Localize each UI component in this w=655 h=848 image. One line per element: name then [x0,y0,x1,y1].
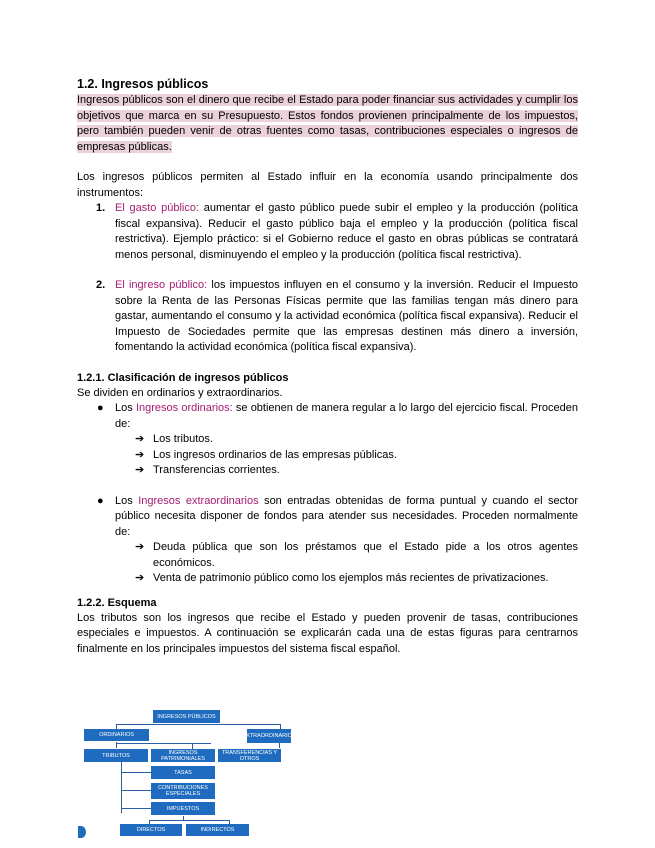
ordinary-sources-list [77,432,578,479]
revenue-scheme-diagram [79,703,295,843]
classification-list [77,401,578,432]
instrument-item [77,201,578,263]
item-number: 1. [96,202,106,214]
arrow-right-icon: ➔ [135,448,145,461]
sub-item-text: Los ingresos ordinarios de las empresas públicas. [153,448,397,461]
diagram-node-extraordinarios: EXTRAORDINARIOS [247,729,291,743]
diagram-node-tributos: TRIBUTOS [84,749,148,762]
instruments-intro: Los ingresos públicos permiten al Estado influir en la economía usando principalmente dos instrumentos: [77,171,578,199]
section-title: 1.2. Ingresos públicos [77,77,209,91]
instrument-term: El ingreso público: [115,279,208,291]
sub-list-item [77,571,578,587]
document-content [77,77,578,657]
sub-item-text: Deuda pública que son los préstamos que el Estado pide a los otros agentes económicos. [153,541,578,569]
arrow-right-icon: ➔ [135,464,145,476]
classification-item [77,494,578,541]
classification-title: 1.2.1. Clasificación de ingresos públicos [77,371,289,384]
sub-item-text: Transferencias corrientes. [153,464,280,476]
diagram-node-transferencias: TRANSFERENCIAS Y OTROS [218,749,281,762]
intro-paragraph [77,93,578,155]
bullet-icon: ● [97,402,104,414]
scheme-title: 1.2.2. Esquema [77,596,157,609]
instrument-item [77,278,578,356]
diagram-node-ordinarios: ORDINARIOS [84,729,149,741]
instruments-list [77,201,578,356]
classification-item [77,401,578,432]
classification-intro: Se dividen en ordinarios y extraordinarios. [77,386,283,399]
item-prefix: Los [115,402,136,414]
diagram-node-tasas: TASAS [151,766,215,779]
sub-list-item [77,540,578,571]
bullet-icon: ● [97,494,104,507]
sub-item-text: Venta de patrimonio público como los ejemplos más recientes de privatizaciones. [153,572,549,584]
classification-term: Ingresos extraordinarios [138,494,259,507]
instrument-term: El gasto público: [115,202,200,214]
sub-list-item [77,432,578,448]
diagram-node-root: INGRESOS PÚBLICOS [153,710,220,723]
scheme-paragraph: Los tributos son los ingresos que recibe el Estado y pueden provenir de tasas, contribuciones especiales e impuestos. A continuación se explicarán cada una de estas figuras para centrarnos finalmente en los principales impuestos del sistema fiscal español. [77,611,578,655]
arrow-right-icon: ➔ [135,541,145,553]
extraordinary-sources-list [77,540,578,587]
item-prefix: Los [115,494,139,507]
diagram-node-patrimoniales: INGRESOS PATRIMONIALES [151,749,215,762]
classification-term: Ingresos ordinarios: [135,402,233,414]
instrument-text: aumentar el gasto público puede subir el empleo y la producción (política fiscal expansiva). Reducir el gasto público baja el empleo y la producción (política fiscal restrictiva). Ejemplo práctico: si el Gobierno reduce el gasto en obras públicas se contratará menos personal, disminuyendo el empleo y la producción (política fiscal restrictiva). [115,202,579,261]
classification-list [77,494,578,541]
diagram-node-indirectos: INDIRECTOS [186,824,249,836]
item-number: 2. [96,279,106,291]
classification-text: son entradas obtenidas de forma puntual y cuando el sector público necesita disponer de fondos para atender sus necesidades. Proceden normalmente de: [115,494,578,538]
sub-list-item [77,463,578,479]
sub-item-text: Los tributos. [153,433,213,445]
arrow-right-icon: ➔ [135,433,145,445]
diagram-node-directos: DIRECTOS [120,824,182,836]
diagram-node-contribuciones: CONTRIBUCIONES ESPECIALES [151,783,215,799]
highlighted-intro: Ingresos públicos son el dinero que recibe el Estado para poder financiar sus actividades y cumplir los objetivos que marca en su Presupuesto. Estos fondos provienen principalmente de los impuestos, pero también pueden venir de otras fuentes como tasas, contribuciones especiales o ingresos de empresas públicas. [77,94,578,153]
sub-list-item [77,448,578,464]
classification-text: se obtienen de manera regular a lo largo del ejercicio fiscal. Proceden de: [115,402,578,430]
logo-icon [77,826,86,838]
arrow-right-icon: ➔ [135,572,145,584]
diagram-node-impuestos: IMPUESTOS [151,802,215,815]
instrument-text: los impuestos influyen en el consumo y la inversión. Reducir el Impuesto sobre la Renta de las Personas Físicas permite que las familias tengan más dinero para gastar, aumentando el consumo y la actividad económica (política fiscal expansiva). Reducir el Impuesto de Sociedades permite que las empresas destinen más dinero a inversión, fomentando la actividad económica (política fiscal expansiva). [115,279,578,353]
